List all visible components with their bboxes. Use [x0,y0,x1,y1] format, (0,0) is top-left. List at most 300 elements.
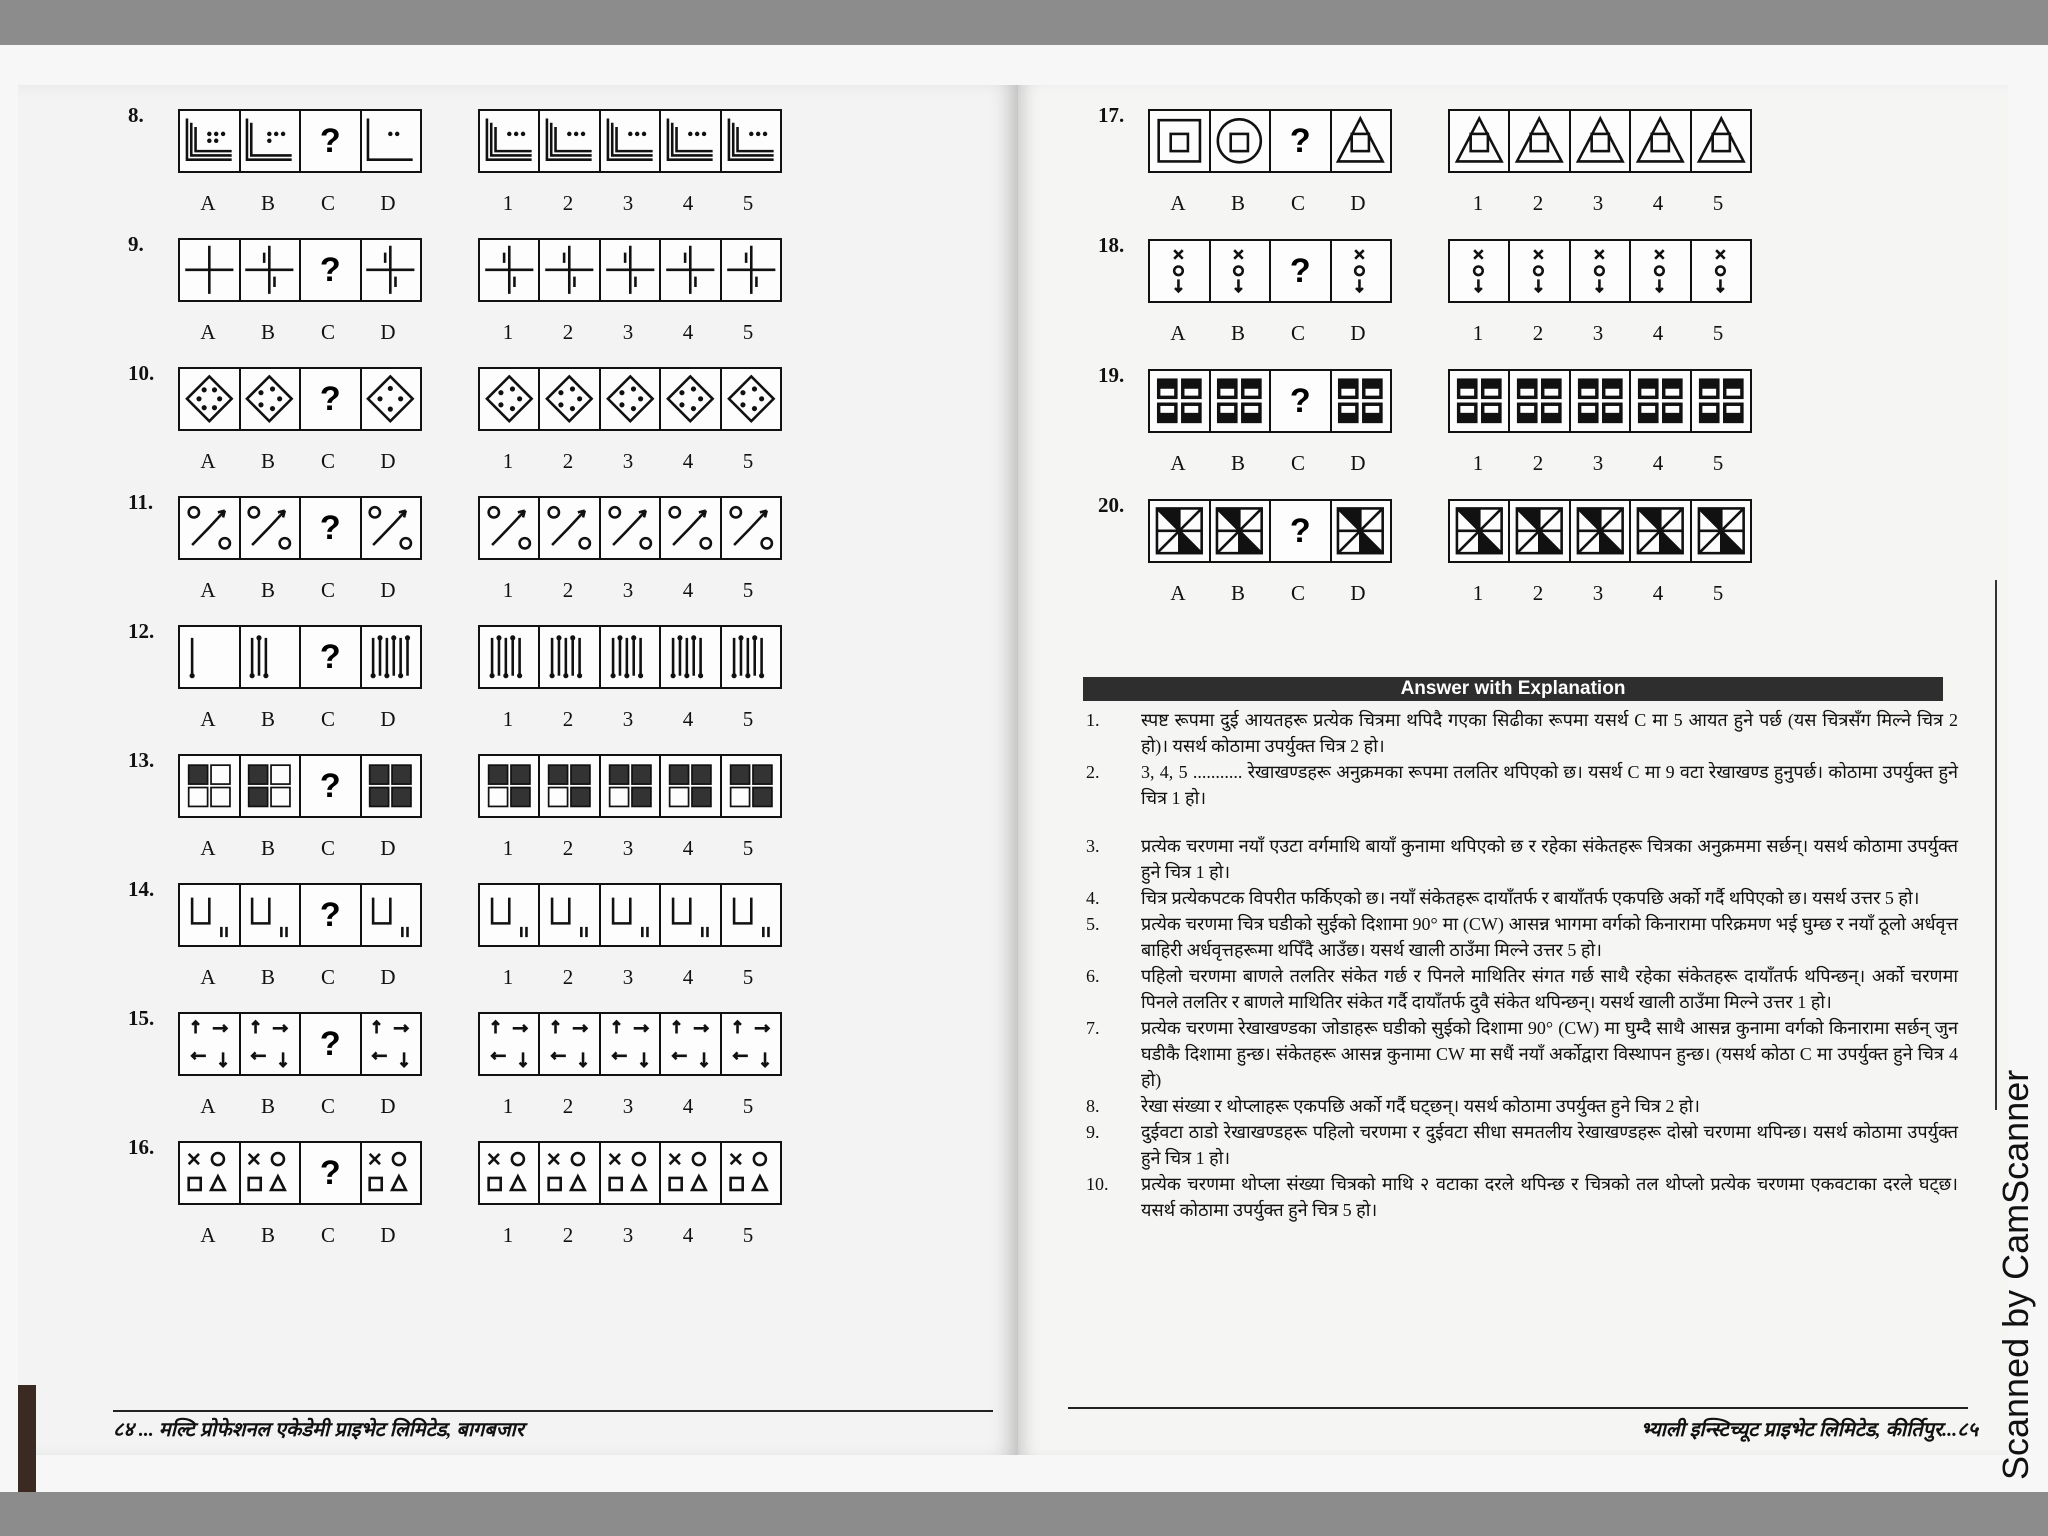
left-page [18,85,1018,1455]
problem-figure-B [241,498,302,558]
problem-figure-strip [1148,109,1392,173]
problem-figure-C [301,885,362,945]
problem-label: C [320,1223,335,1247]
problem-figure-B [241,1014,302,1074]
problem-label: A [1170,581,1186,605]
problem-figure-B [241,111,302,171]
answer-item [1078,963,1958,1015]
answer-figure-4[interactable] [1631,241,1691,301]
answer-figure-5[interactable] [1692,241,1750,301]
option-labels [1448,451,1748,476]
missing-figure-mark: ? [1289,511,1311,550]
right-page [1018,85,2008,1455]
problem-figure-strip [1148,499,1392,563]
option-label: 5 [742,707,754,731]
problem-labels [178,965,418,990]
option-label: 4 [1652,451,1664,475]
option-label: 3 [1592,581,1604,605]
problem-label: C [320,320,335,344]
answer-text: स्पष्ट रूपमा दुई आयतहरू प्रत्येक चित्रमा थपिदै गएका सिढीका रूपमा यसर्थ C मा 5 आयत हुने पर्छ (यस चित्रसँग मिल्ने चित्र 2 हो)। यसर्थ कोठामा उपर्युक्त चित्र 2 हो। [1141,710,1958,756]
problem-figure-D [362,885,421,945]
answer-item [1078,1015,1958,1093]
answer-figure-1[interactable] [480,885,540,945]
problem-label: A [200,191,216,215]
option-label: 1 [502,1223,514,1247]
answer-figure-2[interactable] [540,240,600,300]
problem-figure-B [1211,241,1272,301]
problem-figure-strip [178,754,422,818]
answer-number: 8. [1086,1096,1100,1116]
missing-figure-mark: ? [319,121,341,160]
option-label: 4 [682,836,694,860]
option-label: 5 [1712,321,1724,345]
option-label: 3 [1592,321,1604,345]
question-19 [1018,363,2018,483]
problem-figure-D [362,1143,421,1203]
problem-figure-strip [178,883,422,947]
answer-figure-1[interactable] [480,756,540,816]
answer-figure-3[interactable] [601,885,661,945]
answer-figure-1[interactable] [480,1014,540,1074]
problem-figure-C [301,1014,362,1074]
answer-figure-2[interactable] [1510,501,1570,561]
answer-text: प्रत्येक चरणमा चित्र घडीको सुईको दिशामा 90° मा (CW) आसन्न भागमा वर्गको किनारामा परिक्रमण भई घुम्छ र नयाँ ठूलो अर्धवृत्त बाहिरी अर्धवृत्तहरूमा थपिँदै आउँछ। यसर्थ खाली ठाउँमा मिल्ने उत्तर 5 हो। [1141,914,1958,960]
problem-label: C [320,578,335,602]
option-label: 1 [1472,451,1484,475]
answer-figure-1[interactable] [480,1143,540,1203]
question-number: 20. [1098,493,1125,517]
answer-text: प्रत्येक चरणमा थोप्ला संख्या चित्रको माथि २ वटाका दरले थपिन्छ र चित्रको तल थोप्लो प्रत्येक चरणमा एकवटाका दरले घट्छ। यसर्थ कोठामा उपर्युक्त हुने चित्र 5 हो। [1141,1174,1958,1220]
option-labels [1448,321,1748,346]
answer-figure-strip [1448,239,1752,303]
missing-figure-mark: ? [319,1153,341,1192]
answer-figure-4[interactable] [1631,111,1691,171]
problem-figure-A [180,498,241,558]
option-label: 2 [562,449,574,473]
option-label: 2 [562,320,574,344]
answer-figure-2[interactable] [540,756,600,816]
answer-number: 9. [1086,1122,1100,1142]
missing-figure-mark: ? [1289,121,1311,160]
answer-figure-5[interactable] [722,498,780,558]
right-page-footer: भ्याली इन्स्टिच्यूट प्राइभेट लिमिटेड, कीर्तिपुर...८५ [1640,1419,1978,1441]
answer-figure-1[interactable] [480,111,540,171]
option-label: 2 [562,191,574,215]
top-frame-band [0,0,2048,45]
question-18 [1018,233,2018,353]
problem-label: D [380,578,396,602]
answer-figure-5[interactable] [722,627,780,687]
problem-label: A [1170,191,1186,215]
answer-list [1078,707,1958,1223]
answer-figure-2[interactable] [1510,111,1570,171]
problem-figure-A [180,369,241,429]
problem-figure-C [301,1143,362,1203]
problem-label: C [1290,321,1305,345]
answer-figure-2[interactable] [540,1143,600,1203]
answer-number: 3. [1086,836,1100,856]
problem-figure-C [301,111,362,171]
answer-figure-3[interactable] [601,240,661,300]
answer-figure-2[interactable] [540,885,600,945]
problem-label: A [200,1094,216,1118]
answer-number: 5. [1086,914,1100,934]
problem-label: C [320,1094,335,1118]
answer-figure-3[interactable] [601,111,661,171]
problem-label: A [200,1223,216,1247]
problem-figure-D [1332,241,1391,301]
problem-figure-D [362,756,421,816]
answer-figure-3[interactable] [1571,241,1631,301]
answer-figure-4[interactable] [661,369,721,429]
problem-labels [178,1223,418,1248]
answer-figure-3[interactable] [601,756,661,816]
question-number: 16. [128,1135,155,1159]
problem-figure-D [362,1014,421,1074]
answer-figure-strip [1448,499,1752,563]
footer-rule [113,1410,993,1412]
problem-figure-C [1271,371,1332,431]
question-15 [18,1006,1018,1126]
answer-text: चित्र प्रत्येकपटक विपरीत फर्किएको छ। नयाँ संकेतहरू दायाँतर्फ र बायाँतर्फ एकपछि अर्को गर्दै थपिएको छ। यसर्थ उत्तर 5 हो। [1141,888,1920,908]
missing-figure-mark: ? [1289,381,1311,420]
problem-figure-C [301,756,362,816]
answer-figure-strip [478,1141,782,1205]
problem-figure-A [180,756,241,816]
option-label: 5 [742,1094,754,1118]
problem-label: B [260,836,275,860]
problem-figure-A [180,1014,241,1074]
problem-figure-D [362,111,421,171]
answer-figure-4[interactable] [661,111,721,171]
problem-label: D [380,191,396,215]
answer-text: प्रत्येक चरणमा रेखाखण्डका जोडाहरू घडीको सुईको दिशामा 90° (CW) मा घुम्दै साथै आसन्न कुनामा वर्गको किनारामा सर्छन् जुन घडीकै दिशामा हुन्छ। संकेतहरू आसन्न कुनामा CW मा सधैं नयाँ अर्कोद्वारा विस्थापन हुन्छ। (यसर्थ कोठा C मा उपर्युक्त हुने चित्र 4 हो) [1141,1018,1958,1090]
answer-figure-4[interactable] [1631,501,1691,561]
missing-figure-mark: ? [319,379,341,418]
problem-figure-C [301,240,362,300]
answer-figure-4[interactable] [661,627,721,687]
question-number: 12. [128,619,155,643]
answer-figure-3[interactable] [601,627,661,687]
answer-item [1078,707,1958,759]
problem-figure-D [362,498,421,558]
problem-figure-strip [178,109,422,173]
question-11 [18,490,1018,610]
problem-label: C [1290,451,1305,475]
problem-figure-A [180,111,241,171]
answer-item [1078,833,1958,885]
problem-label: C [320,707,335,731]
question-8 [18,103,1018,223]
problem-labels [178,320,418,345]
option-label: 5 [742,191,754,215]
question-number: 13. [128,748,155,772]
question-number: 15. [128,1006,155,1030]
missing-figure-mark: ? [319,766,341,805]
problem-label: D [380,449,396,473]
option-label: 3 [1592,451,1604,475]
answer-number: 7. [1086,1018,1100,1038]
problem-label: A [1170,451,1186,475]
option-label: 3 [622,578,634,602]
problem-label: B [1230,451,1245,475]
answer-figure-3[interactable] [601,1143,661,1203]
option-label: 1 [502,191,514,215]
problem-figure-B [1211,501,1272,561]
question-number: 17. [1098,103,1125,127]
answer-figure-1[interactable] [1450,501,1510,561]
option-label: 5 [1712,451,1724,475]
page-edge-line [1995,580,1997,1110]
answer-figure-2[interactable] [540,627,600,687]
option-label: 3 [622,836,634,860]
problem-label: C [320,449,335,473]
answer-item [1078,1171,1958,1223]
problem-label: A [1170,321,1186,345]
question-number: 19. [1098,363,1125,387]
option-label: 3 [622,707,634,731]
option-label: 1 [502,578,514,602]
missing-figure-mark: ? [319,895,341,934]
problem-figure-A [180,1143,241,1203]
problem-figure-A [1150,111,1211,171]
option-labels [1448,191,1748,216]
answer-figure-strip [478,883,782,947]
problem-figure-strip [178,625,422,689]
option-label: 1 [502,449,514,473]
problem-figure-D [362,627,421,687]
problem-figure-A [180,240,241,300]
camscanner-watermark: Scanned by CamScanner [1995,1069,2036,1480]
problem-label: B [260,449,275,473]
problem-figure-C [1271,241,1332,301]
option-label: 1 [502,965,514,989]
answer-figure-1[interactable] [480,498,540,558]
option-label: 4 [1652,191,1664,215]
option-label: 3 [1592,191,1604,215]
left-page-footer: ८४ ... मल्टि प्रोफेशनल एकेडेमी प्राइभेट लिमिटेड, बागबजार [113,1419,524,1441]
bottom-frame-band [0,1492,2048,1536]
option-label: 4 [682,1223,694,1247]
answer-figure-4[interactable] [1631,371,1691,431]
answer-figure-1[interactable] [480,627,540,687]
option-labels [478,578,778,603]
option-labels [478,191,778,216]
option-labels [478,449,778,474]
answer-figure-3[interactable] [601,498,661,558]
problem-figure-A [1150,371,1211,431]
problem-label: B [1230,581,1245,605]
problem-figure-C [1271,501,1332,561]
problem-labels [1148,191,1388,216]
answer-number: 1. [1086,710,1100,730]
answer-number: 6. [1086,966,1100,986]
problem-label: D [380,320,396,344]
question-number: 14. [128,877,155,901]
problem-label: C [1290,191,1305,215]
problem-figure-D [1332,501,1391,561]
answer-figure-4[interactable] [661,240,721,300]
answer-figure-5[interactable] [1692,501,1750,561]
answer-text: दुईवटा ठाडो रेखाखण्डहरू पहिलो चरणमा र दुईवटा सीधा समतलीय रेखाखण्डहरू दोस्रो चरणमा थपिन्छ। यसर्थ कोठामा उपर्युक्त हुने चित्र 1 हो। [1141,1122,1958,1168]
problem-figure-strip [178,496,422,560]
option-label: 2 [1532,581,1544,605]
answer-figure-strip [1448,109,1752,173]
answer-figure-5[interactable] [722,1014,780,1074]
option-label: 3 [622,320,634,344]
answer-figure-4[interactable] [661,498,721,558]
problem-figure-strip [1148,239,1392,303]
answer-figure-5[interactable] [722,369,780,429]
problem-labels [178,1094,418,1119]
option-label: 4 [682,449,694,473]
answer-figure-3[interactable] [1571,371,1631,431]
question-number: 18. [1098,233,1125,257]
option-label: 2 [562,1094,574,1118]
problem-labels [1148,451,1388,476]
answer-figure-strip [1448,369,1752,433]
problem-label: C [320,965,335,989]
answer-figure-3[interactable] [601,1014,661,1074]
problem-label: B [1230,191,1245,215]
answer-figure-strip [478,754,782,818]
answer-figure-4[interactable] [661,1143,721,1203]
option-label: 5 [742,578,754,602]
answer-figure-strip [478,1012,782,1076]
problem-labels [178,707,418,732]
problem-figure-D [362,369,421,429]
problem-label: C [320,191,335,215]
problem-label: C [320,836,335,860]
problem-figure-D [1332,371,1391,431]
problem-label: B [260,1094,275,1118]
problem-labels [178,578,418,603]
question-14 [18,877,1018,997]
option-label: 1 [502,836,514,860]
problem-label: B [1230,321,1245,345]
answer-figure-3[interactable] [1571,111,1631,171]
problem-figure-C [301,498,362,558]
answer-figure-3[interactable] [601,369,661,429]
problem-label: D [1350,581,1366,605]
answer-item [1078,759,1958,811]
option-labels [478,707,778,732]
answer-figure-2[interactable] [540,498,600,558]
option-labels [478,836,778,861]
answer-figure-4[interactable] [661,1014,721,1074]
problem-label: A [200,707,216,731]
option-label: 4 [682,707,694,731]
option-label: 5 [1712,191,1724,215]
answer-figure-4[interactable] [661,756,721,816]
option-label: 2 [562,836,574,860]
answer-figure-5[interactable] [722,240,780,300]
problem-figure-A [180,885,241,945]
question-16 [18,1135,1018,1255]
answer-figure-5[interactable] [1692,371,1750,431]
problem-labels [178,191,418,216]
answer-figure-2[interactable] [1510,241,1570,301]
answer-figure-5[interactable] [722,885,780,945]
option-label: 5 [742,965,754,989]
problem-figure-A [1150,241,1211,301]
problem-label: D [1350,321,1366,345]
option-label: 2 [1532,191,1544,215]
missing-figure-mark: ? [319,637,341,676]
spacer [1078,811,1958,833]
answer-figure-1[interactable] [1450,371,1510,431]
problem-label: B [260,965,275,989]
problem-label: A [200,320,216,344]
answer-figure-5[interactable] [722,756,780,816]
problem-labels [1148,321,1388,346]
answer-figure-4[interactable] [661,885,721,945]
option-label: 4 [682,320,694,344]
question-number: 10. [128,361,155,385]
problem-label: B [260,578,275,602]
option-label: 3 [622,965,634,989]
problem-figure-D [362,240,421,300]
answer-figure-5[interactable] [722,111,780,171]
question-number: 11. [128,490,154,514]
question-20 [1018,493,2018,613]
answer-figure-5[interactable] [1692,111,1750,171]
option-label: 2 [562,965,574,989]
option-label: 1 [1472,581,1484,605]
option-label: 4 [682,965,694,989]
answer-text: 3, 4, 5 ........... रेखाखण्डहरू अनुक्रमका रूपमा तलतिर थपिएको छ। यसर्थ C मा 9 वटा रेखाखण्ड हुनुपर्छ। कोठामा उपर्युक्त हुने चित्र 1 हो। [1141,762,1958,808]
option-label: 1 [502,320,514,344]
problem-figure-A [180,627,241,687]
answer-figure-strip [478,496,782,560]
problem-label: A [200,965,216,989]
answer-item [1078,1093,1958,1119]
answer-figure-1[interactable] [480,369,540,429]
answer-figure-3[interactable] [1571,501,1631,561]
missing-figure-mark: ? [319,508,341,547]
option-label: 4 [682,191,694,215]
option-label: 4 [1652,581,1664,605]
problem-figure-strip [178,1141,422,1205]
problem-label: B [260,1223,275,1247]
problem-labels [178,449,418,474]
problem-figure-C [301,369,362,429]
option-label: 2 [562,578,574,602]
option-label: 5 [742,320,754,344]
answer-text: रेखा संख्या र थोप्लाहरू एकपछि अर्को गर्दै घट्छन्। यसर्थ कोठामा उपर्युक्त हुने चित्र 2 हो। [1141,1096,1700,1116]
problem-label: D [380,836,396,860]
answer-figure-1[interactable] [1450,241,1510,301]
answer-item [1078,1119,1958,1171]
problem-figure-C [1271,111,1332,171]
problem-figure-strip [1148,369,1392,433]
answer-figure-2[interactable] [540,1014,600,1074]
option-label: 4 [682,1094,694,1118]
answer-figure-2[interactable] [1510,371,1570,431]
answer-figure-2[interactable] [540,369,600,429]
answer-figure-strip [478,367,782,431]
answer-number: 10. [1086,1174,1109,1194]
problem-label: A [200,449,216,473]
answer-item [1078,885,1958,911]
answer-figure-2[interactable] [540,111,600,171]
problem-label: B [260,320,275,344]
problem-labels [1148,581,1388,606]
problem-label: A [200,578,216,602]
answer-figure-1[interactable] [1450,111,1510,171]
answer-figure-1[interactable] [480,240,540,300]
answer-figure-5[interactable] [722,1143,780,1203]
